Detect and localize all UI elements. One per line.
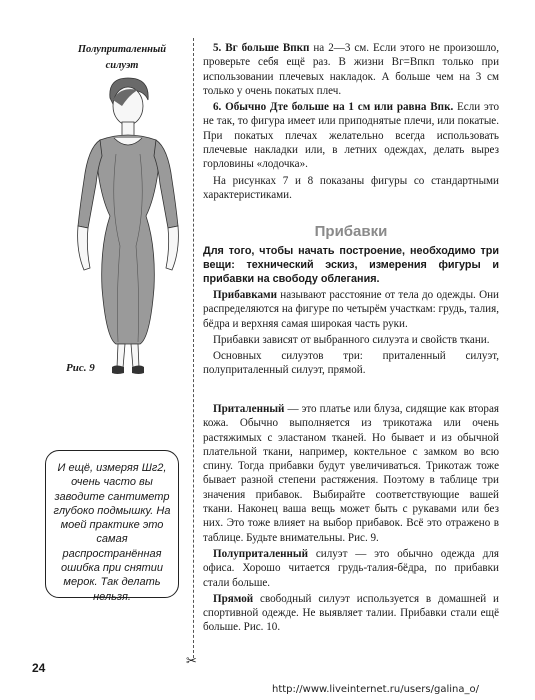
figure-label: Рис. 9 <box>66 362 95 374</box>
paragraph-fitted: Приталенный — это платье или блуза, сидящие как вторая кожа. Обычно выполняется из трикотажа или очень растяжимых с эластаном тканей. Но бывает и из обычной плательной ткани, например, коктельное с замком во всю спину. Тогда прибавки будут увеличиваться. Трикотаж тоже бывает разной степени растяжения. Поэтому в таблице три значения прибавок. Выбирайте соответствующие вашей ткани. Наконец ваша вещь может быть с рукавами или без них. Это тоже влияет на выбор прибавок. Всё это отражено в таблице. Будьте внимательны. Рис. 9. <box>203 403 499 544</box>
page-number: 24 <box>32 661 46 675</box>
paragraph-depend: Прибавки зависят от выбранного силуэта и свойств ткани. <box>213 333 490 346</box>
paragraph-definition: Прибавками называют расстояние от тела до одежды. Они распределяются на фигуре по четырём участкам: грудь, талия, бёдра и верхняя самая широкая часть руки. <box>203 289 499 330</box>
paragraph-figures-ref: На рисунках 7 и 8 показаны фигуры со стандартными характеристиками. <box>203 174 499 201</box>
section-heading: Прибавки <box>314 223 388 240</box>
cut-line-divider <box>193 38 194 658</box>
figure-caption-top: Полуприталенный силуэт <box>77 44 167 71</box>
text-block-allowances <box>203 244 499 378</box>
paragraph-item-6: 6. Обычно Дте больше на 1 см или равна Впк. Если это не так, то фигура имеет или приподнятые плечи, или покатые. При покатых плечах желательно всегда использовать плечевые накладки или, в летних одеждах, делать вырез горловины «лодочка». <box>203 101 499 171</box>
paragraph-straight: Прямой свободный силуэт используется в домашней и спортивной одежде. Не выявляет талии. Прибавки стали ещё больше. Рис. 10. <box>203 592 499 634</box>
text-block-silhouettes <box>203 402 499 635</box>
text-block-top <box>203 41 499 202</box>
tip-note-box <box>45 450 179 603</box>
paragraph-semi-fitted: Полуприталенный силуэт — это обычно одежда для офиса. Хорошо читается грудь-талия-бёдра, по прибавки стали больше. <box>203 547 499 589</box>
scissors-icon: ✂ <box>186 654 197 669</box>
dress-figure-illustration <box>70 76 185 381</box>
source-url: http://www.liveinternet.ru/users/galina_o/ <box>272 684 479 695</box>
paragraph-item-5: 5. Вг больше Впкп на 2—3 см. Если этого не произошло, проверьте себя ещё раз. В жизни Вг=Впкп только при использовании плечевых накладок. А больше чем на 3 см только у очень покатых плеч. <box>203 42 499 97</box>
tip-note-text: И ещё, измеряя Шг2, очень часто вы заводите сантиметр глубоко подмышку. На моей практике это самая распространённая ошибка при снятии мерок. Так делать нельзя. <box>53 462 171 603</box>
lead-paragraph: Для того, чтобы начать построение, необходимо три вещи: технический эскиз, измерения фигуры и прибавки на свободу облегания. <box>203 245 499 285</box>
paragraph-silhouettes: Основных силуэтов три: приталенный силуэт, полуприталенный силуэт, прямой. <box>203 350 499 377</box>
